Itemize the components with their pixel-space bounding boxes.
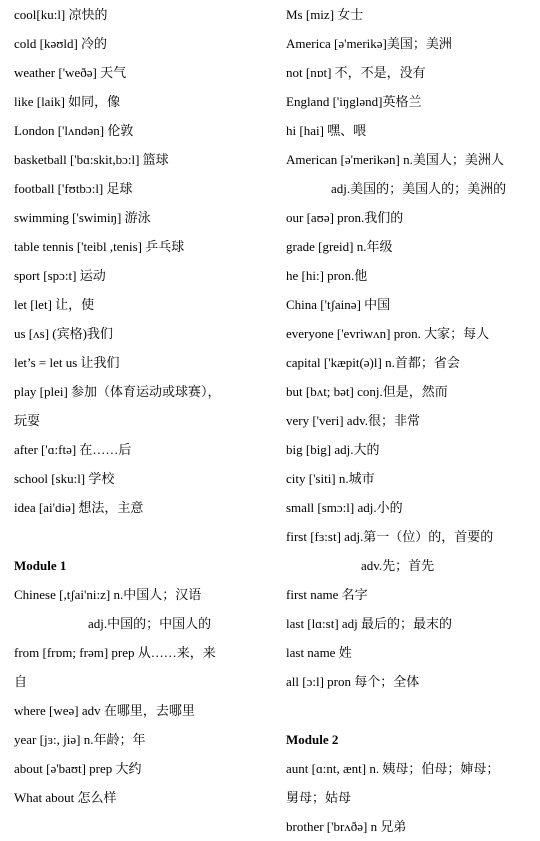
vocab-entry: but [bʌt; bət] conj.但是，然而 (286, 384, 448, 399)
right-column (286, 0, 536, 841)
vocab-entry: school [sku:l] 学校 (14, 471, 115, 486)
left-column (14, 0, 266, 812)
vocab-entry: not [nɒt] 不，不是，没有 (286, 65, 426, 80)
vocab-entry: Chinese [,tʃai'ni:z] n.中国人；汉语 (14, 587, 202, 602)
vocab-entry: football ['fʊtbɔ:l] 足球 (14, 181, 133, 196)
vocab-entry-continuation: 自 (14, 674, 28, 689)
vocab-entry: our [aʊə] pron.我们的 (286, 210, 404, 225)
vocab-entry: us [ʌs] (宾格)我们 (14, 326, 113, 341)
vocab-entry: let’s = let us 让我们 (14, 355, 120, 370)
vocab-entry: basketball ['bɑ:skit,bɔ:l] 篮球 (14, 152, 169, 167)
vocab-entry: England ['iŋglənd]英格兰 (286, 94, 422, 109)
vocab-entry: where [weə] adv 在哪里，去哪里 (14, 703, 195, 718)
vocab-entry: let [let] 让，使 (14, 297, 95, 312)
vocab-entry: hi [hai] 嘿、喂 (286, 123, 367, 138)
vocab-entry: grade [greid] n.年级 (286, 239, 393, 254)
vocab-entry: Ms [miz] 女士 (286, 7, 364, 22)
vocab-entry: big [big] adj.大的 (286, 442, 380, 457)
vocab-entry: he [hi:] pron.他 (286, 268, 368, 283)
vocab-entry-continuation: 舅母；姑母 (286, 790, 352, 805)
vocab-entry: city ['siti] n.城市 (286, 471, 375, 486)
vocab-entry: table tennis ['teibl ,tenis] 乒乓球 (14, 239, 185, 254)
vocab-entry: first [fɜ:st] adj.第一（位）的，首要的 (286, 529, 494, 544)
module-heading: Module 2 (286, 732, 339, 747)
vocab-entry: about [ə'baʊt] prep 大约 (14, 761, 142, 776)
vocab-entry: China ['tʃainə] 中国 (286, 297, 391, 312)
vocab-entry: play [plei] 参加（体育运动或球赛）， (14, 384, 221, 399)
vocab-entry: sport [spɔ:t] 运动 (14, 268, 106, 283)
vocab-entry: from [frɒm; frəm] prep 从……来，来 (14, 645, 216, 660)
vocab-entry: all [ɔ:l] pron 每个；全体 (286, 674, 420, 689)
vocab-entry-continuation: adj.中国的；中国人的 (88, 616, 212, 631)
vocab-entry: London ['lʌndən] 伦敦 (14, 123, 134, 138)
vocab-entry-continuation: 玩耍 (14, 413, 41, 428)
vocab-entry: everyone ['evriwʌn] pron. 大家；每人 (286, 326, 490, 341)
vocab-entry: last name 姓 (286, 645, 352, 660)
vocab-entry-continuation: adv.先；首先 (361, 558, 435, 573)
vocab-entry: American [ə'merikən] n.美国人；美洲人 (286, 152, 504, 167)
spacer (14, 522, 266, 551)
vocab-entry: after ['ɑ:ftə] 在……后 (14, 442, 132, 457)
vocab-entry: first name 名字 (286, 587, 368, 602)
vocab-entry: small [smɔ:l] adj.小的 (286, 500, 403, 515)
vocab-entry: cool[ku:l] 凉快的 (14, 7, 108, 22)
vocab-entry: very ['veri] adv.很；非常 (286, 413, 420, 428)
vocab-entry: last [lɑ:st] adj 最后的；最末的 (286, 616, 453, 631)
vocab-entry-continuation: adj.美国的；美国人的；美洲的 (331, 181, 507, 196)
vocab-entry: swimming ['swimiŋ] 游泳 (14, 210, 151, 225)
module-heading: Module 1 (14, 558, 67, 573)
vocab-entry: like [laik] 如同，像 (14, 94, 121, 109)
spacer (286, 696, 536, 725)
vocab-entry: America [ə'merikə]美国；美洲 (286, 36, 452, 51)
vocab-entry: cold [kəʊld] 冷的 (14, 36, 108, 51)
vocab-entry: What about 怎么样 (14, 790, 117, 805)
vocab-entry: aunt [ɑ:nt, ænt] n. 姨母；伯母；婶母； (286, 761, 500, 776)
vocab-entry: weather ['weðə] 天气 (14, 65, 127, 80)
vocab-entry: idea [ai'diə] 想法，主意 (14, 500, 144, 515)
vocab-entry: brother ['brʌðə] n 兄弟 (286, 819, 407, 834)
vocab-entry: year [jɜ:, jiə] n.年龄；年 (14, 732, 146, 747)
vocab-entry: capital ['kæpit(ə)l] n.首都；省会 (286, 355, 460, 370)
